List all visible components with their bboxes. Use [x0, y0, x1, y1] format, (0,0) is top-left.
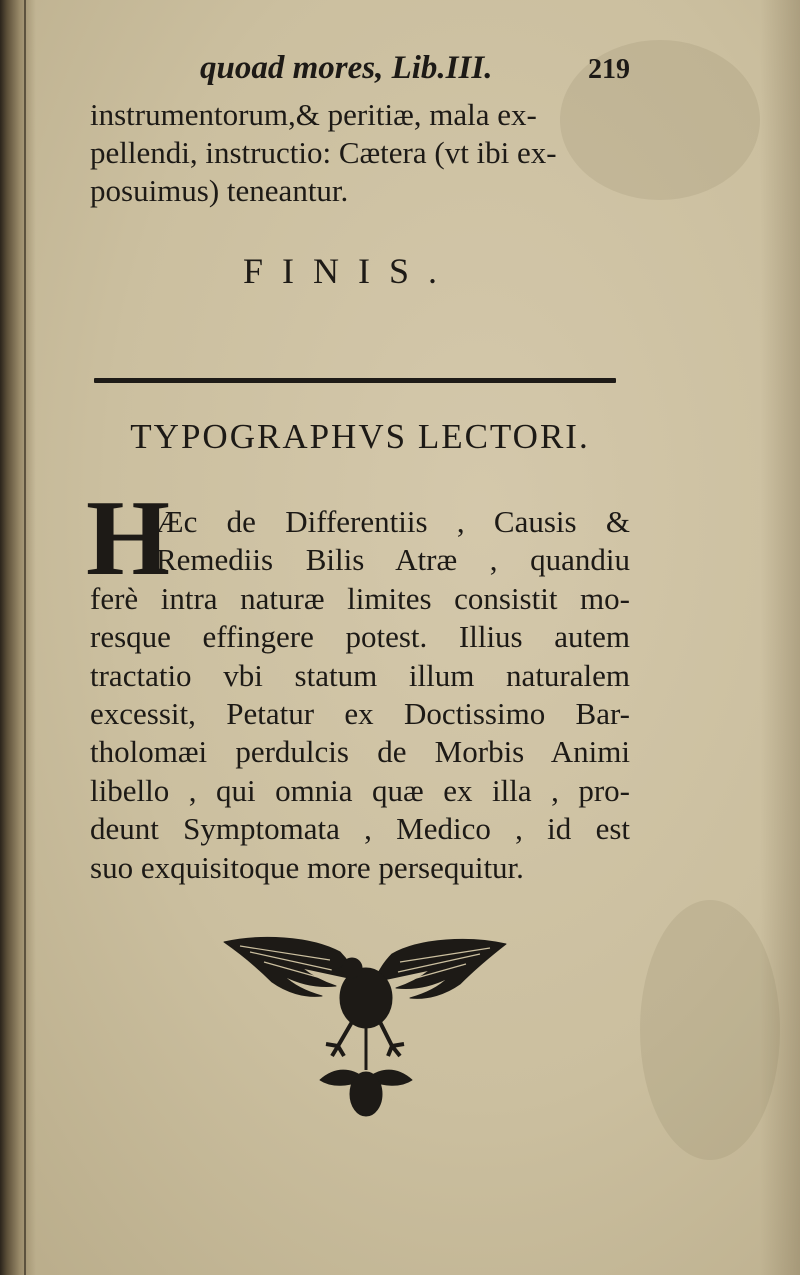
binding-edge [0, 0, 36, 1275]
text-line: excessit, Petatur ex Doctissimo Bar- [90, 696, 630, 732]
continued-text [90, 96, 630, 210]
text-line: deunt Symptomata , Medico , id est [90, 811, 630, 847]
text-line: tholomæi perdulcis de Morbis Animi [90, 734, 630, 770]
text-line: libello , qui omnia quæ ex illa , pro- [90, 772, 630, 808]
horizontal-rule [94, 378, 616, 383]
running-title: quoad mores, Lib.III. [200, 50, 493, 86]
text-line: Remediis Bilis Atræ , quandiu [156, 542, 630, 578]
spine-line [24, 0, 26, 1275]
text-line: ferè intra naturæ limites consistit mo- [90, 580, 630, 616]
running-head [200, 50, 630, 94]
eagle-fleuron-icon [220, 930, 510, 1120]
section-heading: TYPOGRAPHVS LECTORI. [130, 417, 590, 456]
text-line: tractatio vbi statum illum naturalem [90, 657, 630, 693]
paper-stain [640, 900, 780, 1160]
text-line: pellendi, instructio: Cætera (vt ibi ex- [90, 135, 557, 170]
text-line: resque effingere potest. Illius autem [90, 619, 630, 655]
page-number: 219 [588, 54, 630, 85]
text-line: posuimus) teneantur. [90, 173, 349, 208]
finis-mark: FINIS. [243, 251, 457, 291]
text-line: Æc de Differentiis , Causis & [156, 504, 630, 539]
text-line: instrumentorum,& peritiæ, mala ex- [90, 97, 537, 132]
section-body [90, 503, 630, 887]
drop-cap: H [86, 479, 171, 598]
text-line: suo exquisitoque more persequitur. [90, 849, 524, 885]
